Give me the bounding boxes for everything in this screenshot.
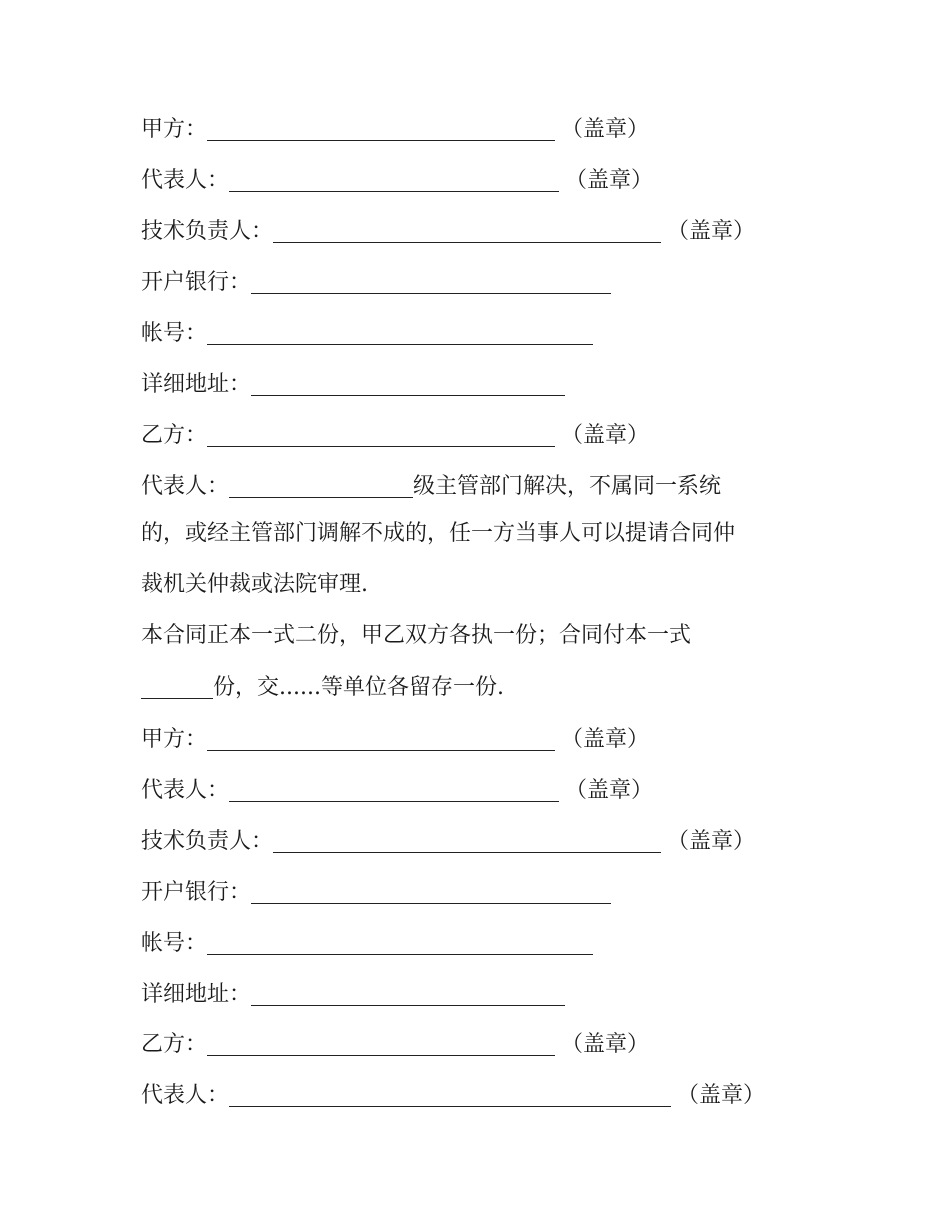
paragraph1-line1-text: 级主管部门解决，不属同一系统 bbox=[413, 474, 722, 499]
party-a-label: 甲方： bbox=[141, 117, 208, 142]
address-label: 详细地址： bbox=[141, 982, 252, 1007]
seal-label: （盖章） bbox=[565, 778, 654, 803]
bank-blank[interactable] bbox=[251, 271, 611, 294]
party-a-line bbox=[141, 112, 649, 144]
representative-b-label: 代表人： bbox=[141, 1083, 230, 1108]
paragraph2-line1: 本合同正本一式二份，甲乙双方各执一份；合同付本一式 bbox=[141, 623, 692, 648]
paragraph2-line2 bbox=[141, 670, 504, 702]
paragraph2-line2-text: 份，交......等单位各留存一份. bbox=[213, 675, 504, 700]
party-b-blank[interactable] bbox=[207, 424, 555, 447]
seal-label: （盖章） bbox=[565, 168, 654, 193]
bank-line-2 bbox=[141, 875, 611, 907]
representative-b-blank[interactable] bbox=[229, 475, 413, 498]
seal-label: （盖章） bbox=[561, 727, 650, 752]
account-label: 帐号： bbox=[141, 321, 208, 346]
party-a-blank[interactable] bbox=[207, 118, 555, 141]
party-a-label: 甲方： bbox=[141, 727, 208, 752]
party-b-blank[interactable] bbox=[207, 1033, 555, 1056]
tech-lead-line bbox=[141, 214, 755, 246]
tech-lead-blank[interactable] bbox=[273, 220, 661, 243]
bank-label: 开户银行： bbox=[141, 880, 252, 905]
representative-blank[interactable] bbox=[229, 779, 559, 802]
account-label: 帐号： bbox=[141, 931, 208, 956]
seal-label: （盖章） bbox=[561, 117, 650, 142]
bank-label: 开户银行： bbox=[141, 270, 252, 295]
representative-b-blank[interactable] bbox=[229, 1084, 671, 1107]
representative-label: 代表人： bbox=[141, 168, 230, 193]
seal-label: （盖章） bbox=[561, 1032, 650, 1057]
representative-b-line-2 bbox=[141, 1078, 765, 1110]
tech-lead-blank[interactable] bbox=[273, 830, 661, 853]
address-line bbox=[141, 367, 565, 399]
party-b-line bbox=[141, 418, 649, 450]
account-blank[interactable] bbox=[207, 322, 593, 345]
tech-lead-label: 技术负责人： bbox=[141, 219, 274, 244]
address-label: 详细地址： bbox=[141, 372, 252, 397]
paragraph1-line3: 裁机关仲裁或法院审理. bbox=[141, 572, 368, 597]
seal-label: （盖章） bbox=[667, 219, 756, 244]
paragraph1-line2: 的，或经主管部门调解不成的，任一方当事人可以提请合同仲 bbox=[141, 521, 736, 546]
address-line-2 bbox=[141, 977, 565, 1009]
seal-label: （盖章） bbox=[667, 829, 756, 854]
representative-blank[interactable] bbox=[229, 169, 559, 192]
bank-line bbox=[141, 265, 611, 297]
party-a-blank[interactable] bbox=[207, 728, 555, 751]
representative-label: 代表人： bbox=[141, 778, 230, 803]
representative-b-line bbox=[141, 469, 721, 501]
tech-lead-line-2 bbox=[141, 824, 755, 856]
representative-b-label: 代表人： bbox=[141, 474, 230, 499]
party-a-line-2 bbox=[141, 722, 649, 754]
tech-lead-label: 技术负责人： bbox=[141, 829, 274, 854]
party-b-label: 乙方： bbox=[141, 423, 208, 448]
account-blank[interactable] bbox=[207, 932, 593, 955]
representative-line bbox=[141, 163, 653, 195]
copies-count-blank[interactable] bbox=[141, 676, 213, 699]
address-blank[interactable] bbox=[251, 373, 565, 396]
account-line bbox=[141, 316, 593, 348]
seal-label: （盖章） bbox=[561, 423, 650, 448]
address-blank[interactable] bbox=[251, 983, 565, 1006]
bank-blank[interactable] bbox=[251, 881, 611, 904]
account-line-2 bbox=[141, 926, 593, 958]
party-b-line-2 bbox=[141, 1027, 649, 1059]
seal-label: （盖章） bbox=[677, 1083, 766, 1108]
representative-line-2 bbox=[141, 773, 653, 805]
party-b-label: 乙方： bbox=[141, 1032, 208, 1057]
